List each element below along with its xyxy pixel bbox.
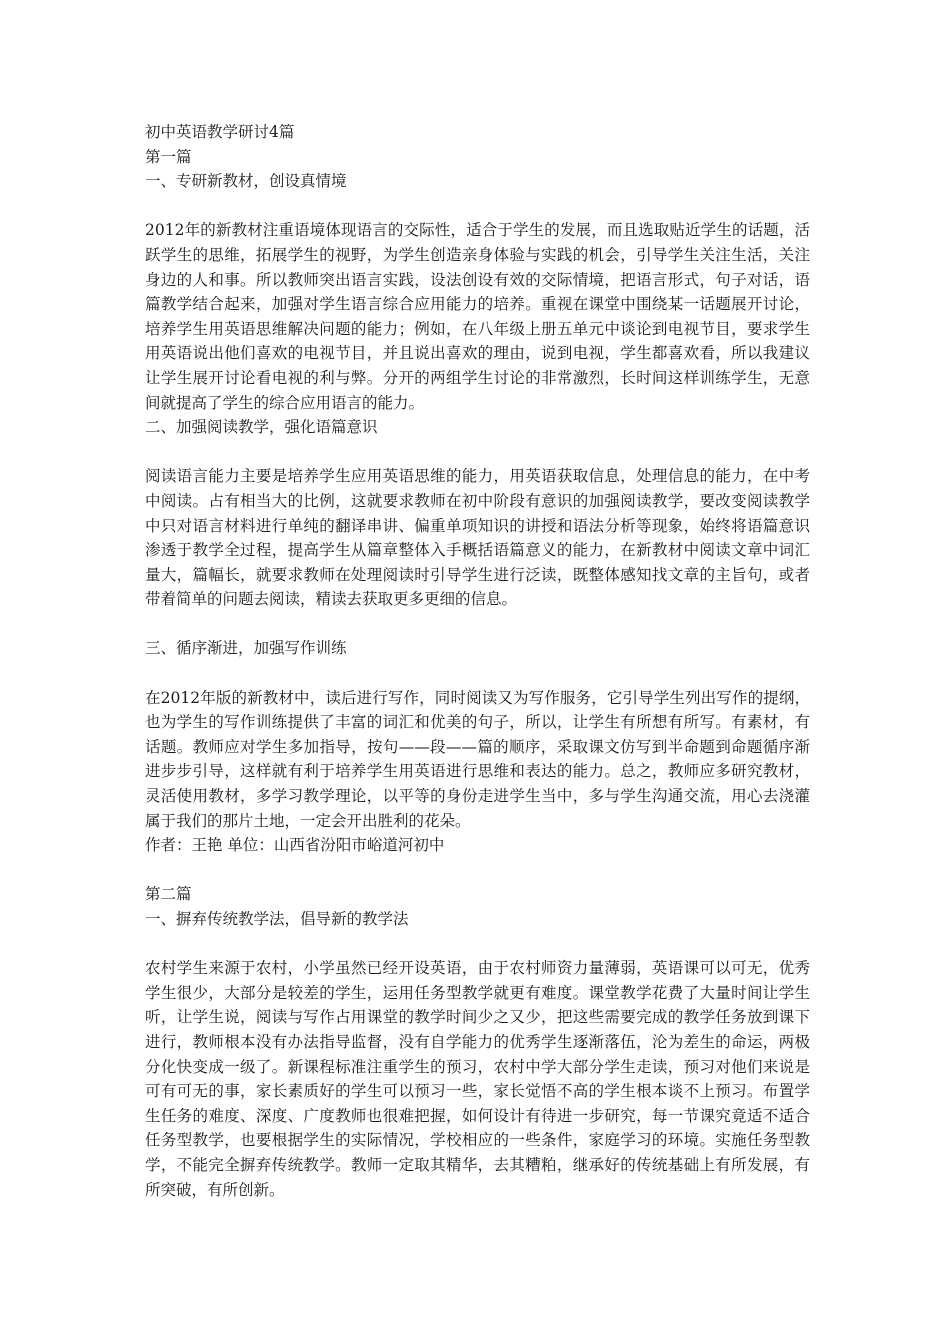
spacer xyxy=(145,440,810,465)
document-page xyxy=(145,120,810,1202)
part2-heading-1: 一、摒弃传统教学法，倡导新的教学法 xyxy=(145,910,409,928)
spacer xyxy=(145,932,810,957)
part1-author: 作者：王艳 单位：山西省汾阳市峪道河初中 xyxy=(145,836,445,855)
part1-heading-1: 一、专研新教材，创设真情境 xyxy=(145,172,347,191)
part1-heading-3: 三、循序渐进，加强写作训练 xyxy=(145,639,347,658)
part1-paragraph-2: 阅读语言能力主要是培养学生应用英语思维的能力，用英语获取信息，处理信息的能力，在中考中阅读。占有相当大的比例，这就要求教师在初中阶段有意识的加强阅读教学，要改变阅读教学中只对语言材料进行单纯的翻译串讲、偏重单项知识的讲授和语法分析等现象，始终将语篇意识渗透于教学全过程，提高学生从篇章整体入手概括语篇意义的能力，在新教材中阅读文章中词汇量大，篇幅长，就要求教师在处理阅读时引导学生进行泛读，既整体感知找文章的主旨句，或者带着简单的问题去阅读，精读去获取更多更细的信息。 xyxy=(145,467,810,609)
spacer xyxy=(145,661,810,686)
part1-paragraph-1: 2012年的新教材注重语境体现语言的交际性，适合于学生的发展，而且选取贴近学生的话题，活跃学生的思维，拓展学生的视野，为学生创造亲身体验与实践的机会，引导学生关注生活，关注身边的人和事。所以教师突出语言实践，设法创设有效的交际情境，把语言形式，句子对话，语篇教学结合起来，加强对学生语言综合应用能力的培养。重视在课堂中围绕某一话题展开讨论，培养学生用英语思维解决问题的能力；例如，在八年级上册五单元中谈论到电视节目，要求学生用英语说出他们喜欢的电视节目，并且说出喜欢的理由，说到电视，学生都喜欢看，所以我建议让学生展开讨论看电视的利与弊。分开的两组学生讨论的非常激烈，长时间这样训练学生，无意间就提高了学生的综合应用语言的能力。 xyxy=(145,221,810,412)
part1-paragraph-3: 在2012年版的新教材中，读后进行写作，同时阅读又为写作服务，它引导学生列出写作的提纲，也为学生的写作训练提供了丰富的词汇和优美的句子，所以，让学生有所想有所写。有素材，有话题。教师应对学生多加指导，按句——段——篇的顺序，采取课文仿写到半命题到命题循序渐进步步引导，这样就有利于培养学生用英语进行思维和表达的能力。总之，教师应多研究教材，灵活使用教材，多学习教学理论，以平等的身份走进学生当中，多与学生沟通交流，用心去浇灌属于我们的那片土地，一定会开出胜利的花朵。 xyxy=(145,688,810,830)
part2-label: 第二篇 xyxy=(145,885,192,904)
spacer xyxy=(145,858,810,883)
part2-paragraph-1: 农村学生来源于农村，小学虽然已经开设英语，由于农村师资力量薄弱，英语课可以可无，优秀学生很少，大部分是较差的学生，运用任务型教学就更有难度。课堂教学花费了大量时间让学生听，让学生说，阅读与写作占用课堂的教学时间少之又少，把这些需要完成的教学任务放到课下进行，教师根本没有办法指导监督，没有自学能力的优秀学生逐渐落伍，沦为差生的命运，两极分化快变成一级了。新课程标准注重学生的预习，农村中学大部分学生走读，预习对他们来说是可有可无的事，家长素质好的学生可以预习一些，家长觉悟不高的学生根本谈不上预习。布置学生任务的难度、深度、广度教师也很难把握，如何设计有待进一步研究，每一节课究竟适不适合任务型教学，也要根据学生的实际情况，学校相应的一些条件，家庭学习的环境。实施任务型教学，不能完全摒弃传统教学。教师一定取其精华，去其糟粕，继承好的传统基础上有所发展，有所突破，有所创新。 xyxy=(145,959,810,1199)
part1-label: 第一篇 xyxy=(145,147,192,166)
spacer xyxy=(145,612,810,637)
part1-heading-2: 二、加强阅读教学，强化语篇意识 xyxy=(145,418,378,437)
document-title: 初中英语教学研讨4篇 xyxy=(145,123,295,141)
spacer xyxy=(145,194,810,219)
